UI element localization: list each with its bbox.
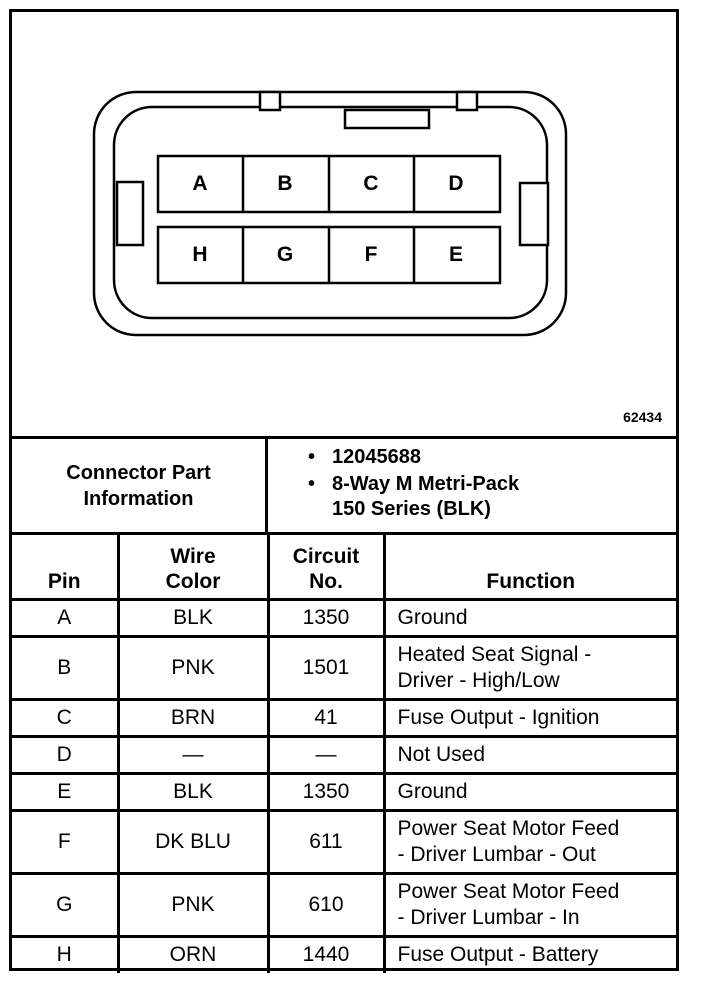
table-row: [12, 874, 676, 937]
connector-type-line2: 150 Series (BLK): [332, 498, 491, 520]
circuit-cell: 1440: [268, 937, 384, 973]
connector-type-item: [268, 472, 676, 522]
circuit-cell: 1350: [268, 774, 384, 811]
table-row: [12, 637, 676, 700]
function-cell: Ground: [384, 600, 676, 637]
cavity-label-g: G: [276, 243, 294, 266]
pin-cell: G: [12, 874, 118, 937]
table-row: [12, 937, 676, 973]
pin-cell: C: [12, 700, 118, 737]
wire-color-cell: PNK: [118, 637, 268, 700]
connector-part-info: [12, 436, 676, 535]
header-function: Function: [384, 532, 676, 600]
bullet-icon: •: [308, 473, 316, 495]
function-cell: Ground: [384, 774, 676, 811]
function-cell: Power Seat Motor Feed - Driver Lumbar - In: [384, 874, 676, 937]
header-wire-color: Wire Color: [118, 532, 268, 600]
pin-cell: B: [12, 637, 118, 700]
cavity-label-c: C: [363, 172, 379, 195]
table-row: [12, 811, 676, 874]
wire-color-cell: ORN: [118, 937, 268, 973]
cavity-label-e: E: [448, 243, 463, 266]
table-row: [12, 737, 676, 774]
connector-info-frame: [9, 9, 679, 971]
pin-cell: E: [12, 774, 118, 811]
circuit-cell: 1350: [268, 600, 384, 637]
pin-cell: H: [12, 937, 118, 973]
function-cell: Fuse Output - Battery: [384, 937, 676, 973]
part-number: 12045688: [332, 446, 421, 468]
function-cell: Heated Seat Signal - Driver - High/Low: [384, 637, 676, 700]
cavity-label-b: B: [277, 172, 293, 195]
pinout-table: [12, 532, 676, 973]
circuit-cell: 1501: [268, 637, 384, 700]
wire-color-cell: PNK: [118, 874, 268, 937]
circuit-cell: 610: [268, 874, 384, 937]
table-row: [12, 600, 676, 637]
part-info-label: [12, 439, 268, 532]
part-info-values: [268, 439, 676, 532]
part-info-label-line1: Connector Part: [66, 461, 211, 484]
connector-face-diagram: [12, 12, 676, 436]
part-info-label-line2: Information: [83, 487, 194, 510]
wire-color-cell: BLK: [118, 774, 268, 811]
cavity-label-h: H: [192, 243, 208, 266]
cavity-label-a: A: [192, 172, 208, 195]
connector-type-line1: 8-Way M Metri-Pack: [332, 473, 520, 495]
wire-color-cell: —: [118, 737, 268, 774]
table-row: [12, 774, 676, 811]
header-pin: Pin: [12, 532, 118, 600]
pin-cell: A: [12, 600, 118, 637]
function-cell: Fuse Output - Ignition: [384, 700, 676, 737]
wire-color-cell: DK BLU: [118, 811, 268, 874]
bullet-icon: •: [308, 446, 316, 468]
pin-cell: F: [12, 811, 118, 874]
connector-outline-drawing: [12, 12, 676, 436]
table-row: [12, 700, 676, 737]
circuit-cell: —: [268, 737, 384, 774]
wire-color-cell: BLK: [118, 600, 268, 637]
cavity-label-f: F: [364, 243, 378, 266]
pinout-header-row: [12, 532, 676, 600]
circuit-cell: 611: [268, 811, 384, 874]
function-cell: Not Used: [384, 737, 676, 774]
wire-color-cell: BRN: [118, 700, 268, 737]
circuit-cell: 41: [268, 700, 384, 737]
part-number-item: [268, 445, 676, 470]
function-cell: Power Seat Motor Feed - Driver Lumbar - Out: [384, 811, 676, 874]
pin-cell: D: [12, 737, 118, 774]
figure-number: 62434: [623, 409, 662, 425]
cavity-label-d: D: [448, 172, 464, 195]
header-circuit-no: Circuit No.: [268, 532, 384, 600]
